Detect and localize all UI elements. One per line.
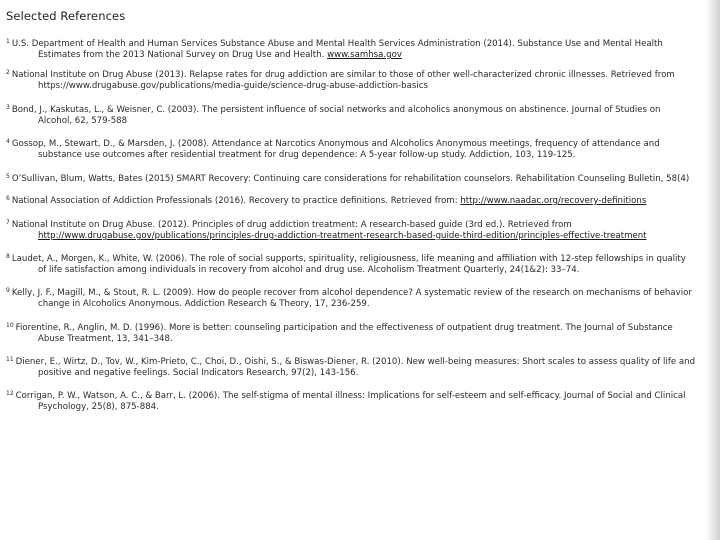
reference-number: 4 bbox=[6, 138, 10, 145]
reference-text: Corrigan, P. W., Watson, A. C., & Barr, L. (2006). The self-stigma of mental illness: Implications for self-esteem and self-efficacy. Journal of Social and Clinical Psychology, 25(8), 875-884. bbox=[15, 391, 686, 412]
reference-number: 10 bbox=[6, 322, 14, 329]
reference-text: Laudet, A., Morgen, K., White, W. (2006). The role of social supports, spirituality, religiousness, life meaning and affiliation with 12-step fellowships in quality of life satisfaction among individuals in recovery from alcohol and drug use. Alcoholism Treatment Quarterly, 24(1&2): 33–74. bbox=[11, 254, 686, 275]
reference-number: 1 bbox=[6, 38, 10, 45]
reference-number: 5 bbox=[6, 173, 10, 180]
reference-item bbox=[6, 217, 696, 242]
reference-number: 9 bbox=[6, 287, 10, 294]
reference-item bbox=[6, 171, 696, 185]
reference-text: O’Sullivan, Blum, Watts, Bates (2015) SMART Recovery: Continuing care considerations for rehabilitation counselors. Rehabilitation Counseling Bulletin, 58(4) bbox=[11, 174, 690, 184]
reference-item bbox=[6, 285, 696, 310]
reference-link[interactable]: www.samhsa.gov bbox=[327, 50, 402, 60]
reference-text: National Institute on Drug Abuse. (2012). Principles of drug addiction treatment: A research-based guide (3rd ed.). Retrieved from bbox=[11, 220, 572, 230]
edge-shadow bbox=[706, 0, 720, 540]
reference-text: Diener, E., Wirtz, D., Tov, W., Kim-Prieto, C., Choi, D., Oishi, S., & Biswas-Diener, R. (2010). New well-being measures: Short scales to assess quality of life and positive and negative feelings. Social Indicators Research, 97(2), 143-156. bbox=[15, 357, 696, 378]
reference-number: 3 bbox=[6, 104, 10, 111]
reference-text: National Association of Addiction Professionals (2016). Recovery to practice definitions. Retrieved from: bbox=[11, 196, 461, 206]
reference-number: 8 bbox=[6, 253, 10, 260]
reference-item bbox=[6, 354, 696, 379]
reference-list bbox=[6, 36, 696, 422]
reference-text: National Institute on Drug Abuse (2013). Relapse rates for drug addiction are similar to those of other well-characterized chronic illnesses. Retrieved from https://www.drugabuse.gov/publications/media-guide/science-drug-abuse-addiction-basics bbox=[11, 70, 675, 91]
reference-text: Fiorentine, R., Anglin, M. D. (1996). More is better: counseling participation and the effectiveness of outpatient drug treatment. The Journal of Substance Abuse Treatment, 13, 341–348. bbox=[15, 323, 673, 344]
reference-text: Bond, J., Kaskutas, L., & Weisner, C. (2003). The persistent influence of social networks and alcoholics anonymous on abstinence. Journal of Studies on Alcohol, 62, 579-588 bbox=[11, 105, 661, 126]
reference-number: 12 bbox=[6, 390, 14, 397]
reference-item bbox=[6, 320, 696, 345]
reference-text: Gossop, M., Stewart, D., & Marsden, J. (2008). Attendance at Narcotics Anonymous and Alcoholics Anonymous meetings, frequency of attendance and substance use outcomes after residential treatment for drug dependence: A 5-year follow-up study. Addiction, 103, 119-125. bbox=[11, 139, 660, 160]
reference-number: 7 bbox=[6, 219, 10, 226]
reference-number: 2 bbox=[6, 69, 10, 76]
reference-link[interactable]: http://www.drugabuse.gov/publications/principles-drug-addiction-treatment-research-based-guide-third-edition/principles-effective-treatment bbox=[38, 231, 647, 241]
reference-item bbox=[6, 251, 696, 276]
reference-text: U.S. Department of Health and Human Services Substance Abuse and Mental Health Services Administration (2014). Substance Use and Mental Health Estimates from the 2013 National Survey on Drug Use and Health. bbox=[11, 39, 663, 60]
reference-number: 11 bbox=[6, 356, 14, 363]
reference-text: Kelly, J. F., Magill, M., & Stout, R. L. (2009). How do people recover from alcohol dependence? A systematic review of the research on mechanisms of behavior change in Alcoholics Anonymous. Addiction Research & Theory, 17, 236-259. bbox=[11, 288, 692, 309]
reference-item bbox=[6, 102, 696, 127]
page-title: Selected References bbox=[6, 9, 126, 23]
reference-number: 6 bbox=[6, 195, 10, 202]
reference-item bbox=[6, 36, 696, 61]
reference-item bbox=[6, 67, 696, 92]
reference-item bbox=[6, 136, 696, 161]
reference-item bbox=[6, 193, 696, 207]
reference-item bbox=[6, 388, 696, 413]
reference-link[interactable]: http://www.naadac.org/recovery-definitions bbox=[460, 196, 647, 206]
